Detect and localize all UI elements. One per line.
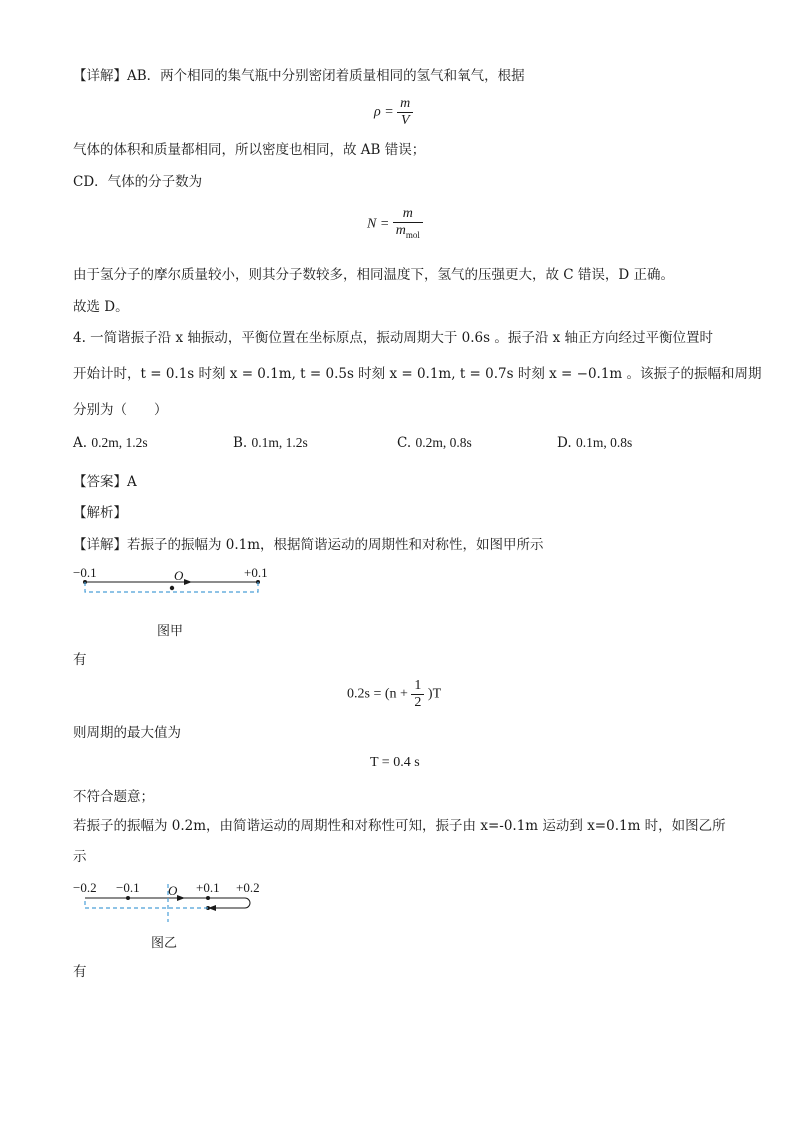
option-value: 0.1m, 0.8s [575, 435, 633, 450]
fig2-label-minus-0.2: −0.2 [73, 880, 97, 895]
question-line-2: 开始计时，t = 0.1s 时刻 x = 0.1m, t = 0.5s 时刻 x = 0.1m, t = 0.7s 时刻 x = −0.1m 。该振子的振幅和周期 [73, 366, 762, 382]
fig1-diagram [80, 576, 280, 606]
formula-lhs: N = [367, 216, 390, 232]
option-d[interactable] [557, 435, 632, 451]
fig2-dot-plus-0.1 [206, 896, 210, 900]
answer-line: 【答案】A [73, 474, 137, 490]
option-value: 0.2m, 0.8s [415, 435, 472, 450]
detail-line-4: 由于氢分子的摩尔质量较小，则其分子数较多，相同温度下，氢气的压强更大，故 C 错误，D 正确。 [73, 267, 675, 283]
fig2-dot-minus-0.1 [126, 896, 130, 900]
detail-line-5: 故选 D。 [73, 299, 129, 315]
fig2-caption: 图乙 [151, 936, 178, 951]
option-letter: D. [557, 435, 572, 451]
fig1-caption: 图甲 [157, 624, 184, 639]
you-2: 有 [73, 964, 87, 980]
fig2-dashed-path [85, 898, 208, 908]
numerator: m [393, 206, 423, 223]
molecule-count-formula [367, 206, 423, 243]
analysis-line: 【解析】 [73, 505, 127, 521]
detail-line-1: 【详解】AB．两个相同的集气瓶中分别密闭着质量相同的氢气和氧气，根据 [73, 68, 525, 84]
amp2-line-a: 若振子的振幅为 0.2m，由简谐运动的周期性和对称性可知，振子由 x=-0.1m 运动到 x=0.1m 时，如图乙所 [73, 818, 726, 834]
option-a[interactable] [73, 435, 148, 451]
fig2-arrowhead-right [177, 895, 185, 901]
fig2-turnaround [245, 898, 250, 908]
fig2-diagram [80, 890, 280, 930]
fig1-origin-label: O [174, 568, 184, 583]
option-value: 0.1m, 1.2s [251, 435, 308, 450]
fraction [411, 678, 424, 711]
formula-rhs: )T [427, 686, 442, 702]
option-letter: B. [233, 435, 248, 451]
density-formula [374, 96, 413, 129]
option-letter: C. [397, 435, 412, 451]
den-sub: mol [405, 230, 420, 240]
max-period-formula: T = 0.4 s [370, 755, 420, 770]
numerator: 1 [411, 678, 424, 695]
amp2-line-b: 示 [73, 849, 87, 865]
detail-line-3: CD．气体的分子数为 [73, 174, 203, 190]
fig1-arrowhead [184, 579, 192, 585]
formula-lhs: ρ = [374, 104, 394, 120]
fig2-label-plus-0.1: +0.1 [196, 880, 220, 895]
denominator: V [400, 113, 410, 128]
option-c[interactable] [397, 435, 472, 451]
option-letter: A. [73, 435, 88, 451]
numerator: m [397, 96, 413, 113]
question-line-3: 分别为（ ） [73, 402, 168, 418]
detail-line-2: 气体的体积和质量都相同，所以密度也相同，故 AB 错误； [73, 142, 426, 158]
fraction [393, 206, 423, 243]
fig1-right-label: +0.1 [244, 565, 268, 580]
formula-lhs: 0.2s = (n + [347, 686, 408, 702]
option-b[interactable] [233, 435, 308, 451]
denominator: 2 [414, 695, 422, 710]
option-value: 0.2m, 1.2s [91, 435, 148, 450]
fig1-dot-origin [170, 586, 174, 590]
question-line-1: 4. 一简谐振子沿 x 轴振动，平衡位置在坐标原点，振动周期大于 0.6s 。振子沿 x 轴正方向经过平衡位置时 [73, 330, 714, 346]
not-fit-line: 不符合题意； [73, 789, 154, 805]
fig2-origin-label: O [168, 883, 178, 898]
fig2-label-plus-0.2: +0.2 [236, 880, 260, 895]
you-1: 有 [73, 652, 87, 668]
max-period-line: 则周期的最大值为 [73, 725, 181, 741]
fig1-left-label: −0.1 [73, 565, 97, 580]
fig2-label-minus-0.1: −0.1 [116, 880, 140, 895]
detail2-line-1: 【详解】若振子的振幅为 0.1m，根据简谐运动的周期性和对称性，如图甲所示 [73, 537, 544, 553]
den-main: m [395, 223, 406, 238]
period-equation [347, 678, 441, 711]
denominator [393, 223, 423, 243]
fraction [397, 96, 413, 129]
